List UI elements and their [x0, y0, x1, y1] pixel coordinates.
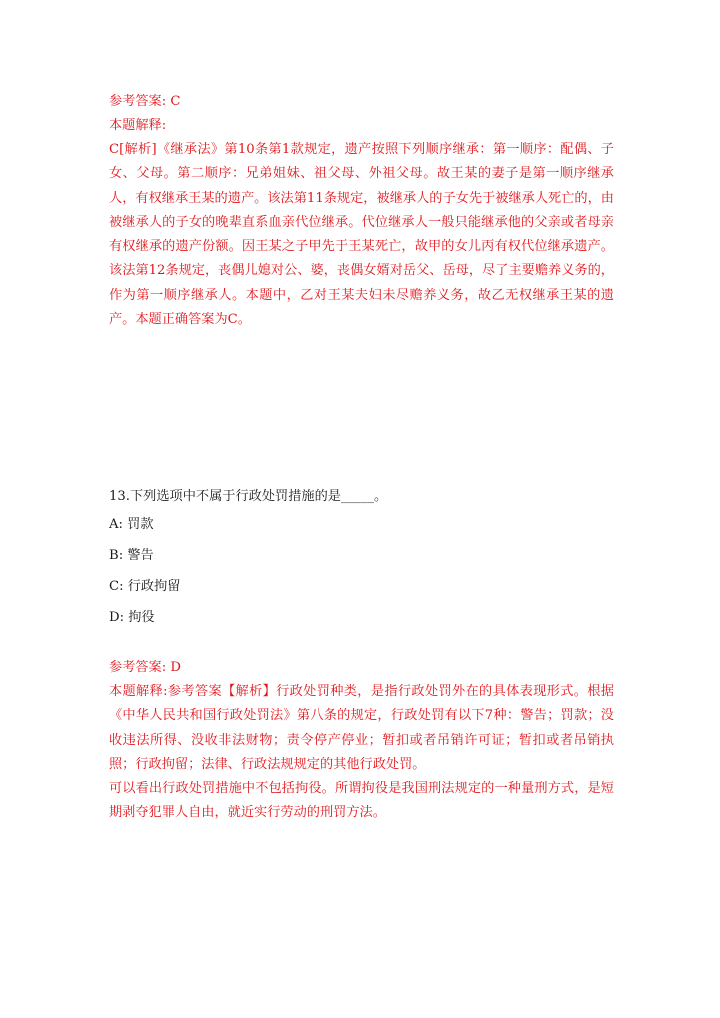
explanation-text: C[解析]《继承法》第10条第1款规定，遗产按照下列顺序继承：第一顺序：配偶、子女、父母。第二顺序：兄弟姐妹、祖父母、外祖父母。故王某的妻子是第一顺序继承人，有权继承王某的遗产。该法第11条规定，被继承人的子女先于被继承人死亡的，由被继承人的子女的晚辈直系血亲代位继承。代位继承人一般只能继承他的父亲或者母亲有权继承的遗产份额。因王某之子甲先于王某死亡，故甲的女儿丙有权代位继承遗产。该法第12条规定，丧偶儿媳对公、婆，丧偶女婿对岳父、岳母，尽了主要赡养义务的，作为第一顺序继承人。本题中，乙对王某夫妇未尽赡养义务，故乙无权继承王某的遗产。本题正确答案为C。 [109, 142, 614, 328]
answer-label: 参考答案: D [109, 660, 181, 675]
question-stem: 13.下列选项中不属于行政处罚措施的是_____。 [109, 489, 388, 504]
answer-section-12 [109, 90, 614, 332]
answer-label: 参考答案: C [109, 94, 181, 109]
option-b: B: 警告 [109, 548, 154, 563]
explanation-extra: 可以看出行政处罚措施中不包括拘役。所谓拘役是我国刑法规定的一种量刑方式，是短期剥夺犯罪人自由，就近实行劳动的刑罚方法。 [109, 781, 614, 821]
option-c: C: 行政拘留 [109, 579, 181, 594]
option-d: D: 拘役 [109, 610, 155, 625]
explanation-label: 本题解释: [109, 118, 167, 133]
answer-section-13 [109, 656, 614, 826]
question-13 [109, 485, 614, 633]
option-a: A: 罚款 [109, 517, 154, 532]
explanation-text: 本题解释:参考答案【解析】行政处罚种类，是指行政处罚外在的具体表现形式。根据《中华人民共和国行政处罚法》第八条的规定，行政处罚有以下7种：警告；罚款；没收违法所得、没收非法财物；责令停产停业；暂扣或者吊销许可证；暂扣或者吊销执照；行政拘留；法律、行政法规规定的其他行政处罚。 [109, 684, 614, 772]
